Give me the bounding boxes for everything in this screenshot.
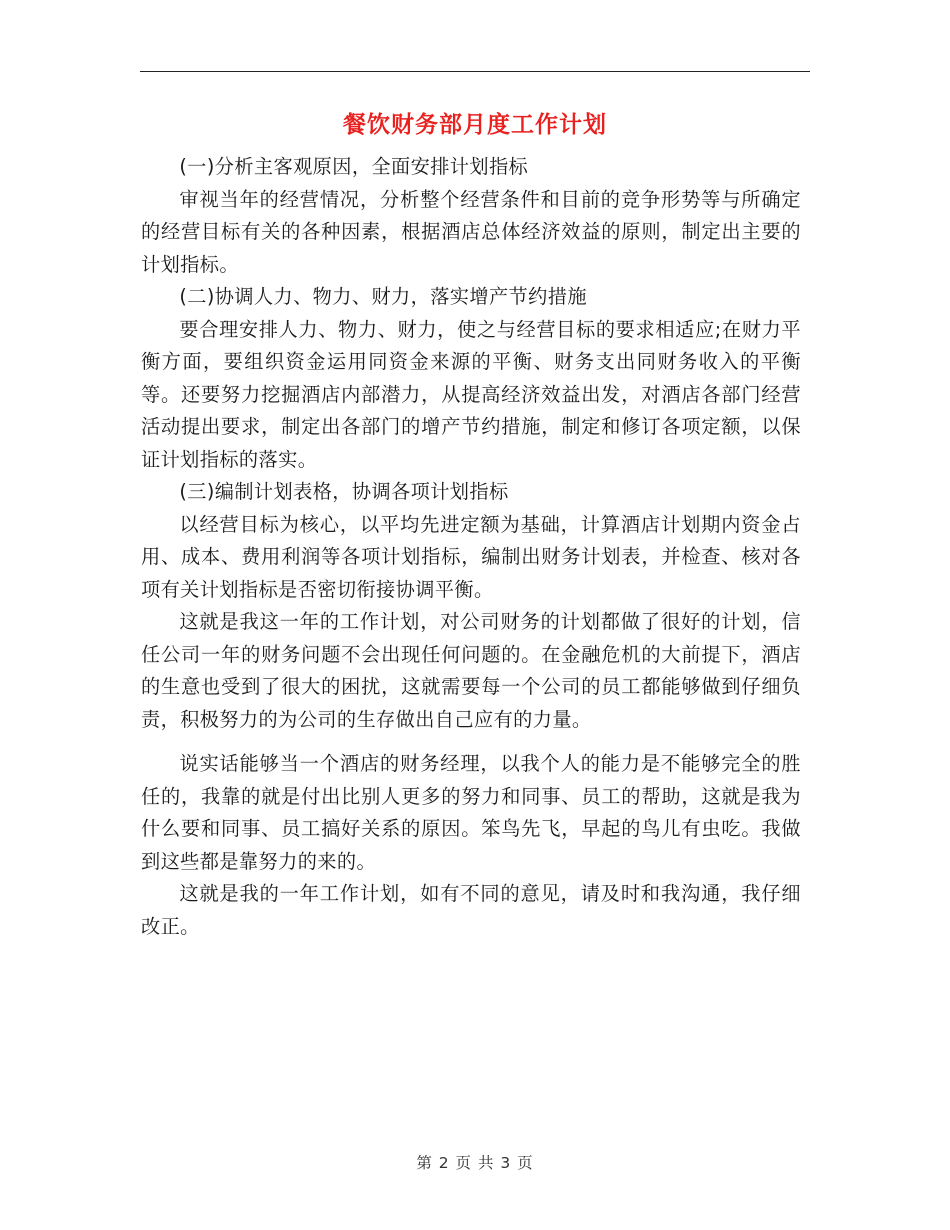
body-paragraph: 审视当年的经营情况，分析整个经营条件和目前的竞争形势等与所确定的经营目标有关的各种因素，根据酒店总体经济效益的原则，制定出主要的计划指标。 (141, 187, 801, 276)
body-paragraph: 这就是我的一年工作计划，如有不同的意见，请及时和我沟通，我仔细改正。 (141, 882, 801, 938)
body-paragraph: 要合理安排人力、物力、财力，使之与经营目标的要求相适应;在财力平衡方面，要组织资金运用同资金来源的平衡、财务支出同财务收入的平衡等。还要努力挖掘酒店内部潜力，从提高经济效益出发，对酒店各部门经营活动提出要求，制定出各部门的增产节约措施，制定和修订各项定额，以保证计划指标的落实。 (141, 317, 801, 471)
document-body (141, 151, 801, 943)
body-paragraph: 以经营目标为核心，以平均先进定额为基础，计算酒店计划期内资金占用、成本、费用利润等各项计划指标，编制出财务计划表，并检查、核对各项有关计划指标是否密切衔接协调平衡。 (141, 512, 801, 601)
document-title: 餐饮财务部月度工作计划 (343, 111, 607, 138)
section-heading-1: (一)分析主客观原因，全面安排计划指标 (179, 155, 529, 178)
section-heading-3: (三)编制计划表格，协调各项计划指标 (179, 480, 509, 503)
body-paragraph: 说实话能够当一个酒店的财务经理，以我个人的能力是不能够完全的胜任的，我靠的就是付出比别人更多的努力和同事、员工的帮助，这就是我为什么要和同事、员工搞好关系的原因。笨鸟先飞，早起的鸟儿有虫吃。我做到这些都是靠努力的来的。 (141, 752, 801, 873)
header-rule (140, 71, 810, 72)
body-paragraph: 这就是我这一年的工作计划，对公司财务的计划都做了很好的计划，信任公司一年的财务问题不会出现任何问题的。在金融危机的大前提下，酒店的生意也受到了很大的困扰，这就需要每一个公司的员工都能够做到仔细负责，积极努力的为公司的生存做出自己应有的力量。 (141, 610, 801, 731)
page-footer: 第 2 页 共 3 页 (416, 1154, 534, 1172)
section-heading-2: (二)协调人力、物力、财力，落实增产节约措施 (179, 285, 587, 308)
